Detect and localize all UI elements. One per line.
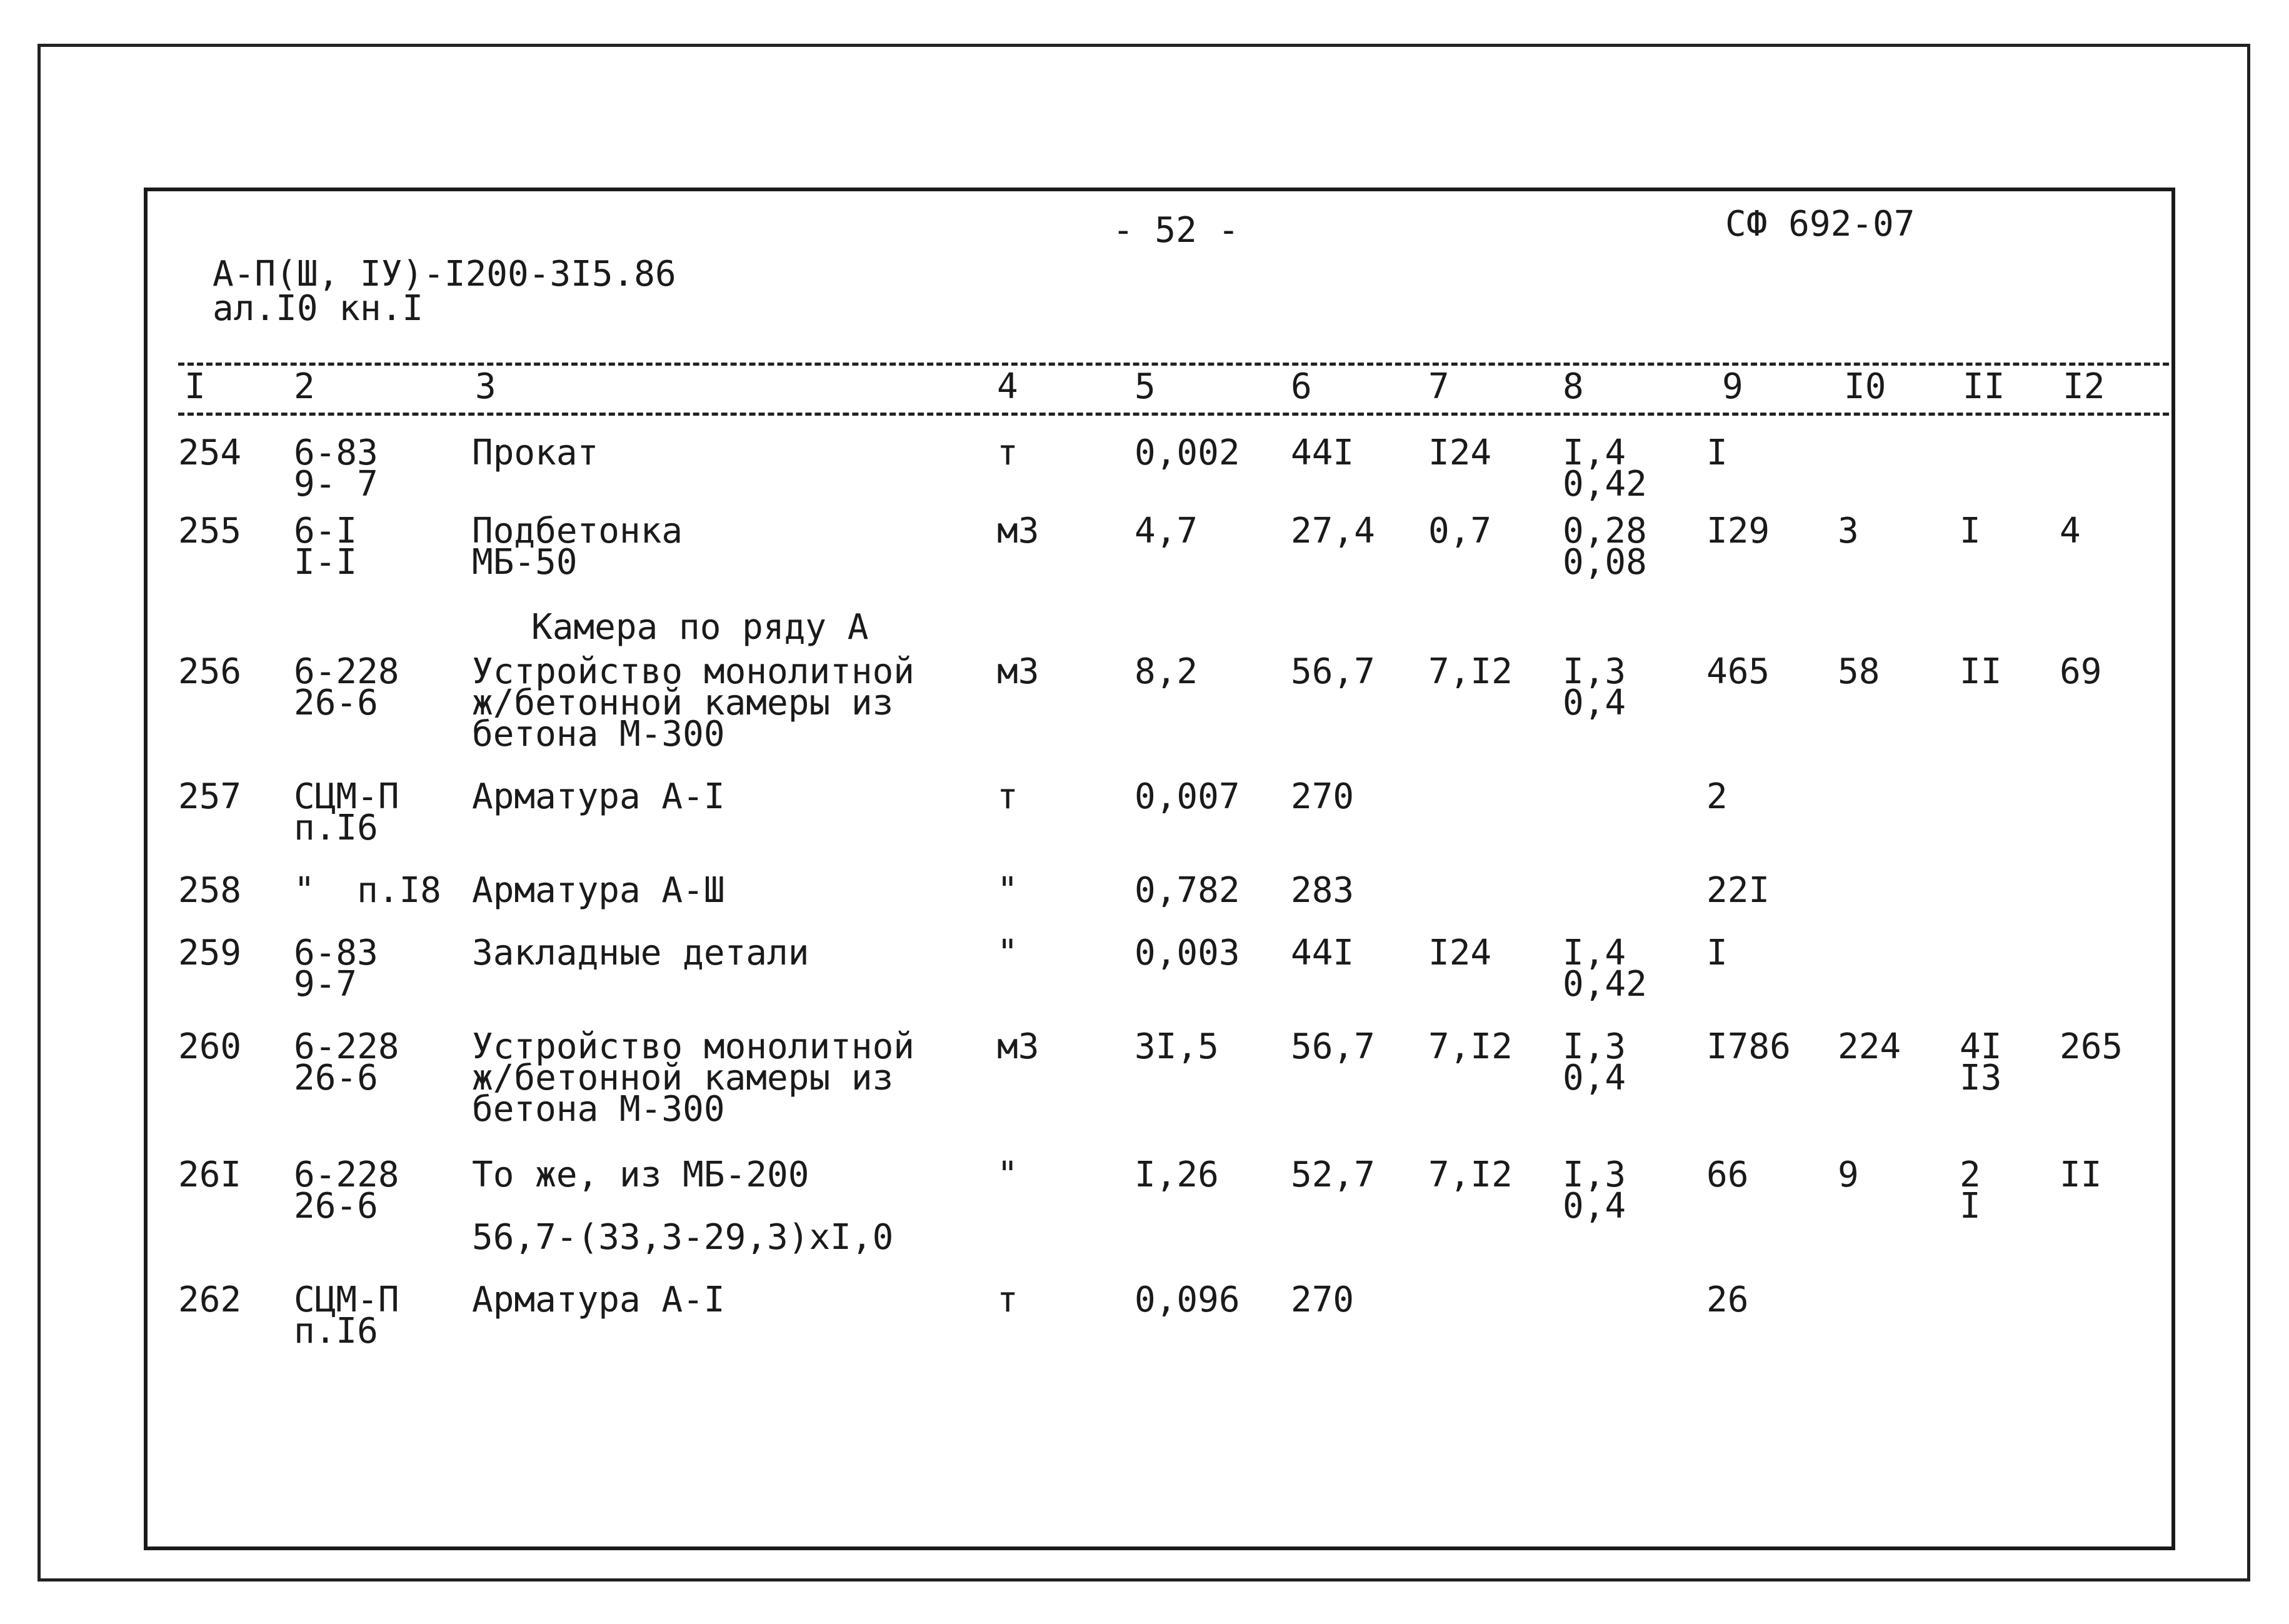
- cell-c8: 0,28 0,08: [1563, 511, 1647, 583]
- col-head-6: 6: [1291, 366, 1312, 407]
- col-head-11: II: [1963, 366, 2005, 407]
- cell-unit: т: [997, 433, 1018, 473]
- cell-c8: I,3 0,4: [1563, 1026, 1626, 1098]
- cell-c6: 44I: [1291, 933, 1355, 973]
- cell-unit: м3: [997, 511, 1039, 551]
- cell-c10: 224: [1838, 1026, 1901, 1067]
- col-head-3: 3: [475, 366, 496, 407]
- cell-c10: 9: [1838, 1155, 1859, 1195]
- cell-unit: ": [997, 870, 1018, 911]
- cell-code: " п.I8: [294, 870, 442, 911]
- cell-c6: 270: [1291, 1280, 1355, 1320]
- cell-c12: 265: [2060, 1026, 2123, 1067]
- cell-c9: I: [1706, 933, 1728, 973]
- cell-c7: I24: [1428, 933, 1492, 973]
- cell-c5: 0,782: [1134, 870, 1240, 911]
- cell-name: Арматура А-I: [472, 776, 725, 817]
- table-top-rule: [178, 363, 2169, 366]
- cell-name: Закладные детали: [472, 933, 809, 973]
- cell-n: 255: [178, 511, 242, 551]
- cell-c9: 465: [1706, 651, 1770, 692]
- cell-unit: т: [997, 1280, 1018, 1320]
- section-title: Камера по ряду А: [531, 607, 869, 648]
- cell-c9: I: [1706, 433, 1728, 473]
- cell-c10: 58: [1838, 651, 1880, 692]
- col-head-12: I2: [2063, 366, 2105, 407]
- cell-code: 6-228 26-6: [294, 1155, 399, 1226]
- cell-c12: 69: [2060, 651, 2102, 692]
- cell-c7: 7,I2: [1428, 1155, 1513, 1195]
- cell-c6: 27,4: [1291, 511, 1375, 551]
- cell-c6: 270: [1291, 776, 1355, 817]
- col-head-10: I0: [1844, 366, 1886, 407]
- cell-n: 26I: [178, 1155, 242, 1195]
- cell-c8: I,4 0,42: [1563, 933, 1647, 1005]
- cell-code: 6-228 26-6: [294, 651, 399, 723]
- document-code: А-П(Ш, IУ)-I200-3I5.86: [213, 254, 676, 294]
- cell-c9: 26: [1706, 1280, 1749, 1320]
- cell-c9: 66: [1706, 1155, 1749, 1195]
- cell-c7: 7,I2: [1428, 1026, 1513, 1067]
- cell-c12: 4: [2060, 511, 2081, 551]
- cell-c6: 56,7: [1291, 1026, 1375, 1067]
- cell-code: 6-228 26-6: [294, 1026, 399, 1098]
- cell-c6: 52,7: [1291, 1155, 1375, 1195]
- cell-unit: ": [997, 1155, 1018, 1195]
- page-number: - 52 -: [1113, 210, 1240, 251]
- cell-c9: 22I: [1706, 870, 1770, 911]
- col-head-5: 5: [1134, 366, 1156, 407]
- cell-n: 258: [178, 870, 242, 911]
- cell-name: Арматура А-Ш: [472, 870, 725, 911]
- col-head-4: 4: [997, 366, 1018, 407]
- cell-c6: 44I: [1291, 433, 1355, 473]
- cell-c11: I: [1960, 511, 1981, 551]
- cell-c5: 0,096: [1134, 1280, 1240, 1320]
- cell-c11: 4I I3: [1960, 1026, 2002, 1098]
- cell-c7: 0,7: [1428, 511, 1492, 551]
- cell-c9: 2: [1706, 776, 1728, 817]
- cell-c8: I,3 0,4: [1563, 651, 1626, 723]
- cell-c5: 8,2: [1134, 651, 1198, 692]
- cell-c5: 4,7: [1134, 511, 1198, 551]
- cell-unit: ": [997, 933, 1018, 973]
- col-head-1: I: [184, 366, 206, 407]
- cell-n: 254: [178, 433, 242, 473]
- cell-code: СЦМ-П п.I6: [294, 776, 399, 848]
- cell-name: Устройство монолитной ж/бетонной камеры из бетона М-300: [472, 651, 915, 754]
- cell-code: 6-83 9-7: [294, 933, 378, 1005]
- cell-n: 256: [178, 651, 242, 692]
- document-subtitle: ал.I0 кн.I: [213, 288, 424, 329]
- cell-code: СЦМ-П п.I6: [294, 1280, 399, 1351]
- col-head-8: 8: [1563, 366, 1584, 407]
- cell-c5: 3I,5: [1134, 1026, 1219, 1067]
- col-head-2: 2: [294, 366, 315, 407]
- cell-c9: I29: [1706, 511, 1770, 551]
- cell-n: 259: [178, 933, 242, 973]
- col-head-7: 7: [1428, 366, 1450, 407]
- cell-c9: I786: [1706, 1026, 1791, 1067]
- cell-name: Прокат: [472, 433, 599, 473]
- cell-c7: 7,I2: [1428, 651, 1513, 692]
- cell-c8: I,3 0,4: [1563, 1155, 1626, 1226]
- cell-c8: I,4 0,42: [1563, 433, 1647, 504]
- cell-c6: 283: [1291, 870, 1355, 911]
- cell-c5: 0,007: [1134, 776, 1240, 817]
- cell-name: Подбетонка МБ-50: [472, 511, 683, 583]
- cell-code: 6-I I-I: [294, 511, 358, 583]
- cell-c5: I,26: [1134, 1155, 1219, 1195]
- cell-c11: II: [1960, 651, 2002, 692]
- formula-note: 56,7-(33,3-29,3)xI,0: [472, 1217, 894, 1258]
- cell-c6: 56,7: [1291, 651, 1375, 692]
- cell-unit: м3: [997, 1026, 1039, 1067]
- cell-code: 6-83 9- 7: [294, 433, 378, 504]
- col-head-9: 9: [1722, 366, 1743, 407]
- cell-name: Устройство монолитной ж/бетонной камеры из бетона М-300: [472, 1026, 915, 1130]
- cell-c11: 2 I: [1960, 1155, 1981, 1226]
- cell-c5: 0,003: [1134, 933, 1240, 973]
- cell-n: 257: [178, 776, 242, 817]
- cell-unit: м3: [997, 651, 1039, 692]
- series-code: СФ 692-07: [1725, 204, 1915, 244]
- cell-n: 262: [178, 1280, 242, 1320]
- cell-unit: т: [997, 776, 1018, 817]
- cell-c12: II: [2060, 1155, 2102, 1195]
- cell-c5: 0,002: [1134, 433, 1240, 473]
- table-header-rule: [178, 413, 2169, 416]
- cell-name: То же, из МБ-200: [472, 1155, 809, 1195]
- cell-n: 260: [178, 1026, 242, 1067]
- cell-c10: 3: [1838, 511, 1859, 551]
- cell-name: Арматура А-I: [472, 1280, 725, 1320]
- cell-c7: I24: [1428, 433, 1492, 473]
